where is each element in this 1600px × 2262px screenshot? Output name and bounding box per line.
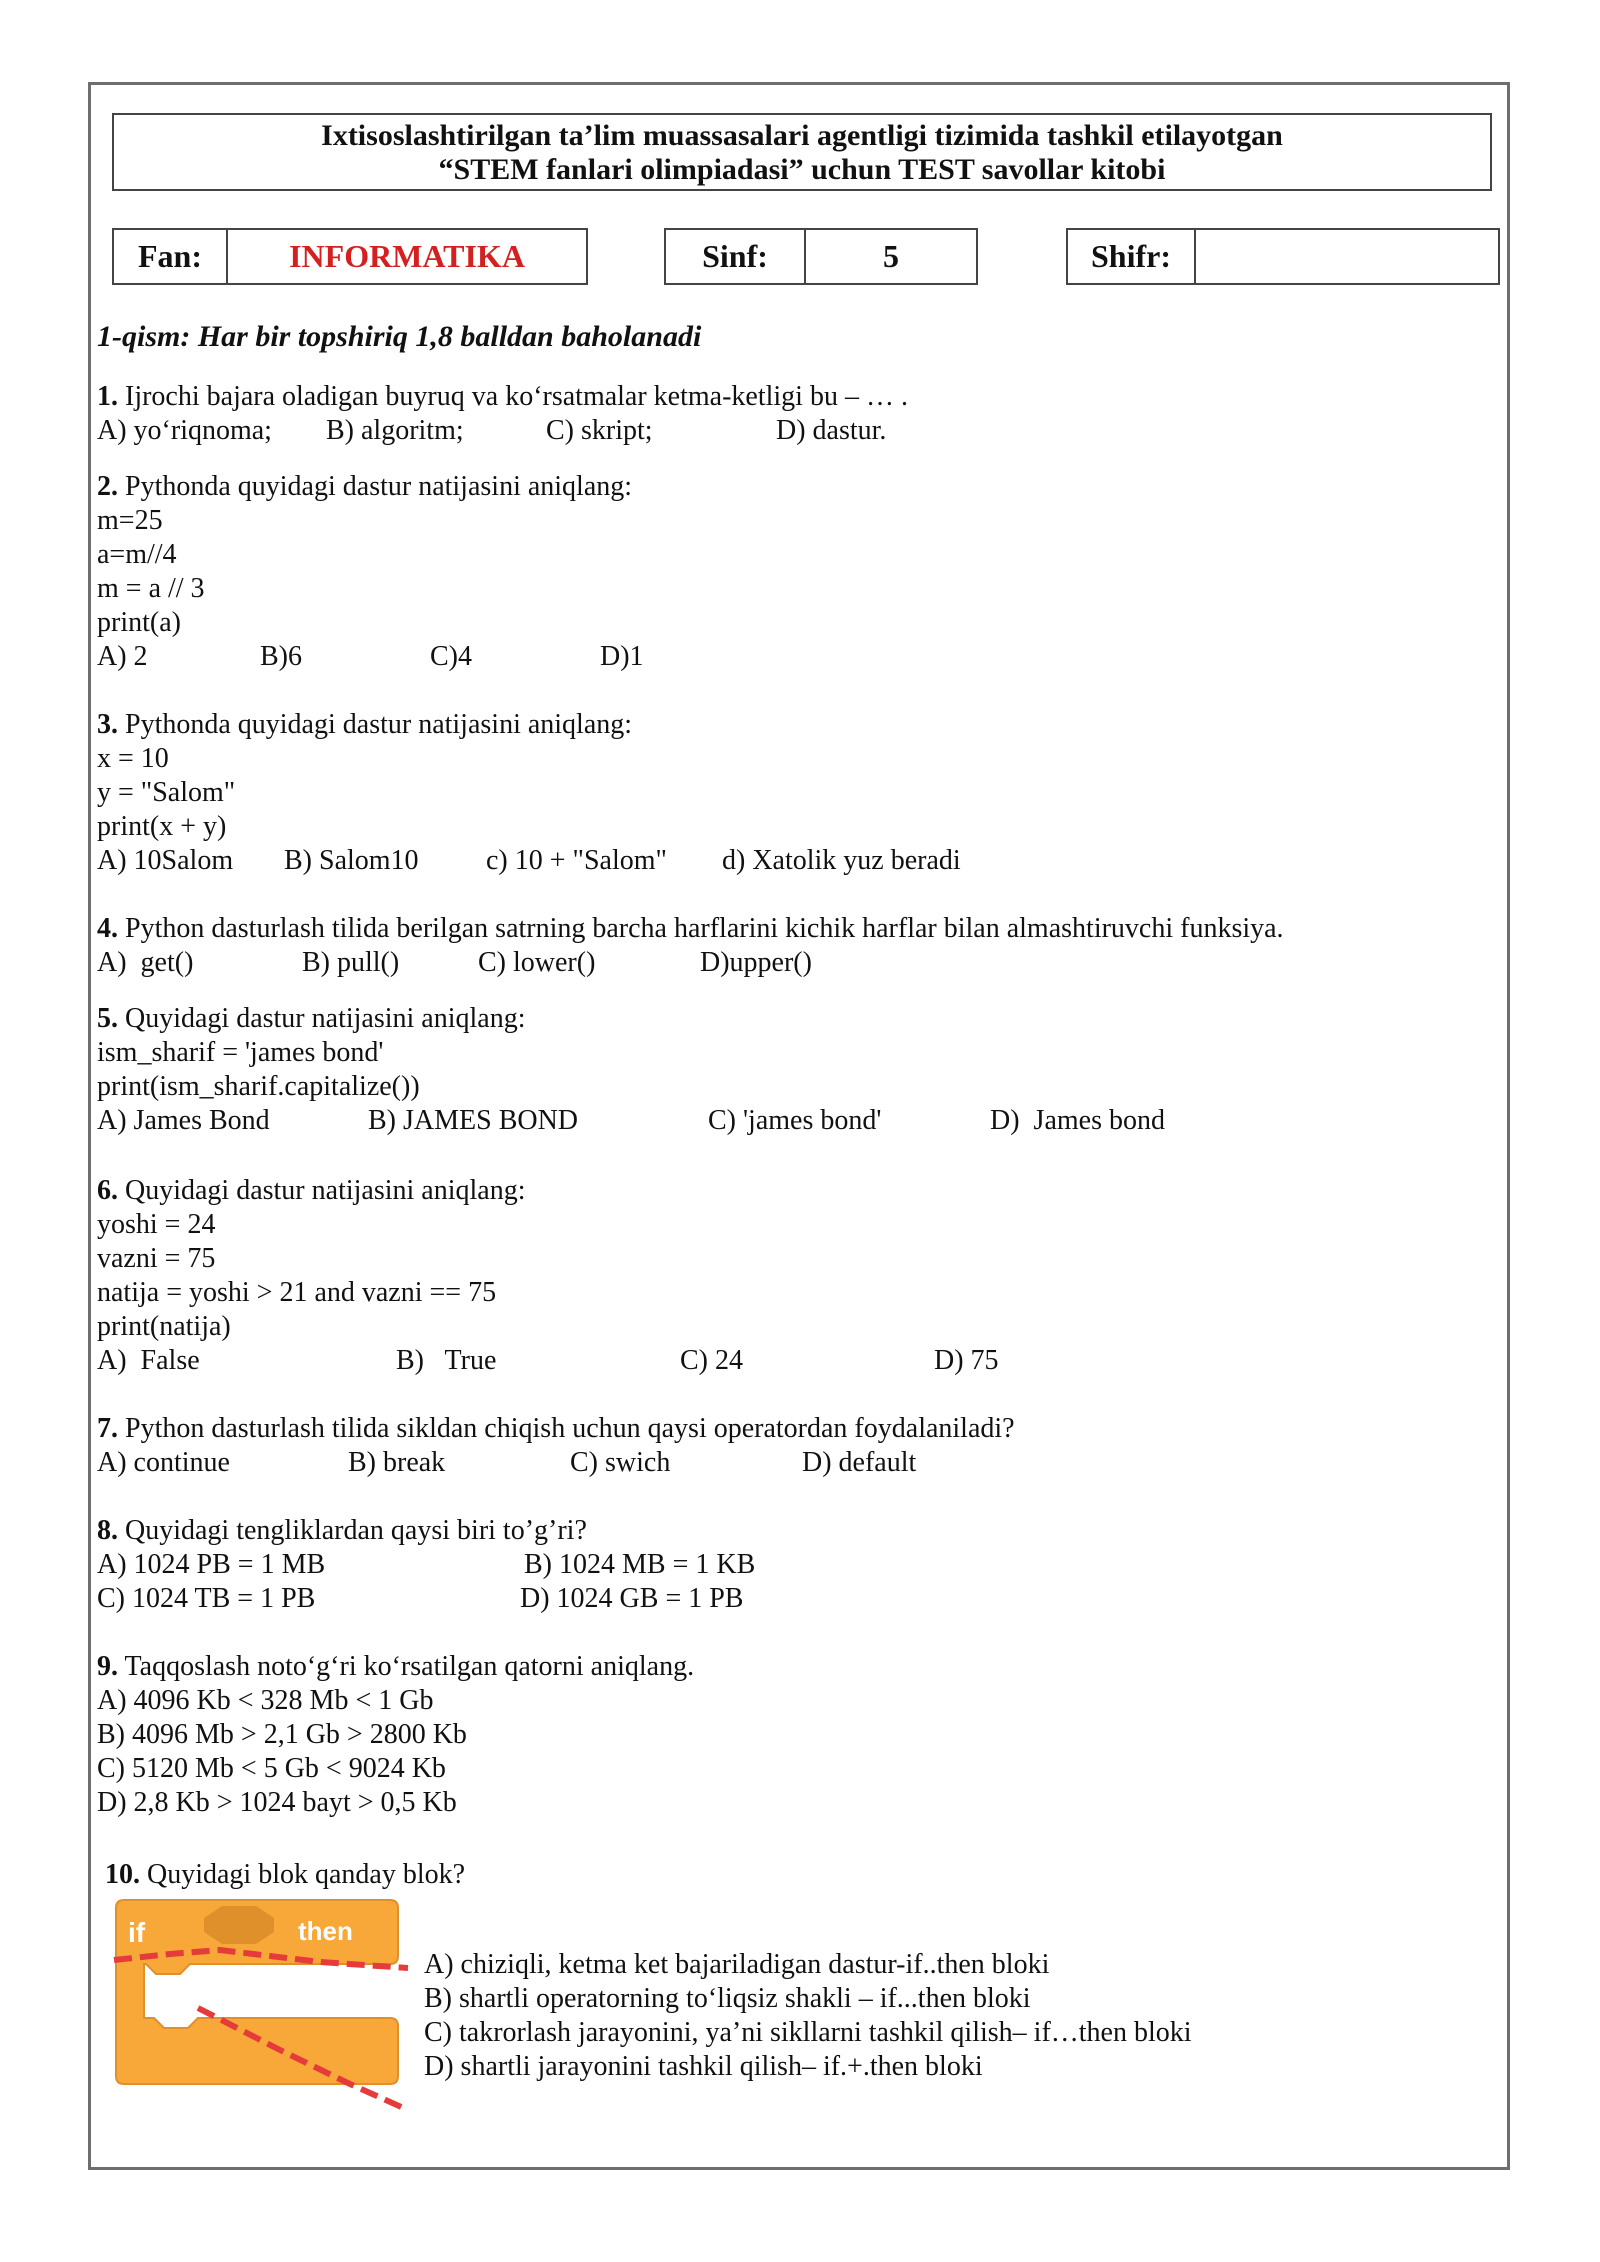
- option-a: A) get(): [97, 947, 194, 978]
- option-a: A) James Bond: [97, 1105, 270, 1136]
- option-c: C) 24: [680, 1345, 743, 1376]
- question-text: Quyidagi blok qanday blok?: [140, 1859, 466, 1890]
- code-line: y = "Salom": [97, 777, 236, 808]
- option-b: B) 1024 MB = 1 KB: [524, 1549, 756, 1580]
- question-10: [105, 1858, 465, 1892]
- question-number: 1.: [97, 381, 118, 412]
- question-text: Quyidagi dastur natijasini aniqlang:: [118, 1175, 526, 1206]
- code-line: print(a): [97, 607, 181, 638]
- question-number: 5.: [97, 1003, 118, 1034]
- question-number: 9.: [97, 1651, 118, 1682]
- option-a: A) 4096 Kb < 328 Mb < 1 Gb: [97, 1685, 434, 1716]
- option-d: D) 75: [934, 1345, 999, 1376]
- section-title: 1-qism: Har bir topshiriq 1,8 balldan baholanadi: [97, 320, 702, 353]
- question-text: Pythonda quyidagi dastur natijasini aniqlang:: [118, 471, 633, 502]
- code-line: a=m//4: [97, 539, 177, 570]
- option-c: C)4: [430, 641, 472, 672]
- code-line: ism_sharif = 'james bond': [97, 1037, 384, 1068]
- option-a: A) 1024 PB = 1 MB: [97, 1549, 326, 1580]
- question-number: 6.: [97, 1175, 118, 1206]
- title-line-1: Ixtisoslashtirilgan ta’lim muassasalari agentligi tizimida tashkil etilayotgan: [321, 119, 1283, 152]
- option-b: B)6: [260, 641, 302, 672]
- option-c: C) 5120 Mb < 5 Gb < 9024 Kb: [97, 1753, 446, 1784]
- question-7: [97, 1412, 1015, 1446]
- option-d: D) 2,8 Kb > 1024 bayt > 0,5 Kb: [97, 1787, 457, 1818]
- code-line: print(x + y): [97, 811, 227, 842]
- code-line: yoshi = 24: [97, 1209, 216, 1240]
- option-d: D)upper(): [700, 947, 812, 978]
- question-number: 3.: [97, 709, 118, 740]
- option-b: B) break: [348, 1447, 446, 1478]
- code-line: print(natija): [97, 1311, 231, 1342]
- code-line: x = 10: [97, 743, 169, 774]
- question-3: [97, 708, 632, 742]
- option-b: B) pull(): [302, 947, 400, 978]
- question-text: Pythonda quyidagi dastur natijasini aniqlang:: [118, 709, 633, 740]
- option-a: A) chiziqli, ketma ket bajariladigan dastur-if..then bloki: [424, 1949, 1050, 1980]
- option-b: B) True: [396, 1345, 497, 1376]
- option-d: D)1: [600, 641, 644, 672]
- code-line: m = a // 3: [97, 573, 205, 604]
- option-c: C) takrorlash jarayonini, ya’ni sikllarni tashkil qilish– if…then bloki: [424, 2017, 1192, 2048]
- question-1: [97, 380, 908, 414]
- question-text: Quyidagi tengliklardan qaysi biri to’g’ri?: [118, 1515, 587, 1546]
- option-a: A) 10Salom: [97, 845, 234, 876]
- question-text: Python dasturlash tilida berilgan satrning barcha harflarini kichik harflar bilan almashtiruvchi funksiya.: [118, 913, 1284, 944]
- question-text: Taqqoslash notoʻgʻri koʻrsatilgan qatorni aniqlang.: [118, 1651, 695, 1682]
- option-a: A) False: [97, 1345, 200, 1376]
- then-label: then: [298, 1916, 353, 1946]
- question-5: [97, 1002, 525, 1036]
- option-a: A) 2: [97, 641, 148, 672]
- code-line: natija = yoshi > 21 and vazni == 75: [97, 1277, 497, 1308]
- question-text: Ijrochi bajara oladigan buyruq va koʻrsatmalar ketma-ketligi bu – … .: [118, 381, 908, 412]
- question-number: 10.: [105, 1859, 140, 1890]
- sinf-value: 5: [804, 228, 978, 285]
- title-line-2: “STEM fanlari olimpiadasi” uchun TEST savollar kitobi: [438, 153, 1166, 186]
- option-c: C) 1024 TB = 1 PB: [97, 1583, 316, 1614]
- option-c: C) swich: [570, 1447, 671, 1478]
- question-number: 2.: [97, 471, 118, 502]
- option-a: A) yoʻriqnoma;: [97, 415, 272, 446]
- shifr-label: Shifr:: [1066, 228, 1196, 285]
- question-number: 4.: [97, 913, 118, 944]
- question-text: Quyidagi dastur natijasini aniqlang:: [118, 1003, 526, 1034]
- shifr-value: [1194, 228, 1500, 285]
- question-9: [97, 1650, 694, 1684]
- question-8: [97, 1514, 587, 1548]
- option-d: D) dastur.: [776, 415, 887, 446]
- sinf-label: Sinf:: [664, 228, 806, 285]
- question-text: Python dasturlash tilida sikldan chiqish uchun qaysi operatordan foydalaniladi?: [118, 1413, 1015, 1444]
- question-number: 7.: [97, 1413, 118, 1444]
- question-6: [97, 1174, 525, 1208]
- option-c: C) skript;: [546, 415, 653, 446]
- option-b: B) shartli operatorning toʻliqsiz shakli – if...then bloki: [424, 1983, 1031, 2014]
- option-b: B) algoritm;: [326, 415, 464, 446]
- option-d: D) default: [802, 1447, 917, 1478]
- code-line: print(ism_sharif.capitalize()): [97, 1071, 420, 1102]
- fan-label: Fan:: [112, 228, 228, 285]
- condition-slot: [204, 1906, 274, 1944]
- option-c: c) 10 + "Salom": [486, 845, 667, 876]
- code-line: vazni = 75: [97, 1243, 216, 1274]
- option-c: C) lower(): [478, 947, 596, 978]
- if-then-block-image: [110, 1898, 410, 2110]
- fan-value: INFORMATIKA: [226, 228, 588, 285]
- option-b: B) Salom10: [284, 845, 419, 876]
- question-4: [97, 912, 1284, 946]
- option-d: D) 1024 GB = 1 PB: [520, 1583, 744, 1614]
- option-d: d) Xatolik yuz beradi: [722, 845, 961, 876]
- option-b: B) JAMES BOND: [368, 1105, 579, 1136]
- option-d: D) James bond: [990, 1105, 1165, 1136]
- if-label: if: [128, 1917, 146, 1948]
- document-title-box: [112, 113, 1492, 191]
- option-a: A) continue: [97, 1447, 230, 1478]
- question-2: [97, 470, 632, 504]
- option-d: D) shartli jarayonini tashkil qilish– if.+.then bloki: [424, 2051, 983, 2082]
- question-number: 8.: [97, 1515, 118, 1546]
- code-line: m=25: [97, 505, 163, 536]
- option-c: C) 'james bond': [708, 1105, 882, 1136]
- option-b: B) 4096 Mb > 2,1 Gb > 2800 Kb: [97, 1719, 467, 1750]
